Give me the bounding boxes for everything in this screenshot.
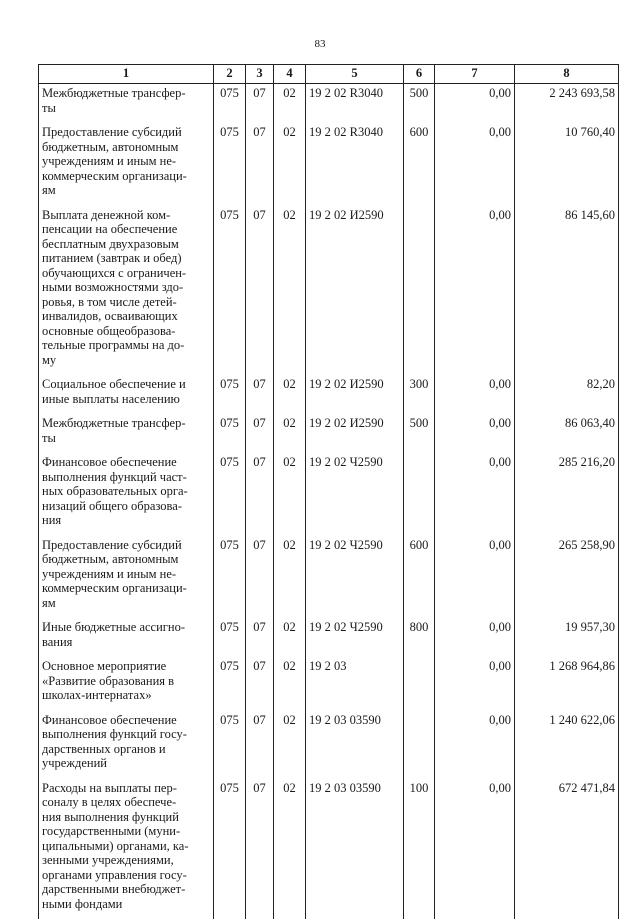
expense-type-cell: 100 (404, 779, 435, 919)
ministry-code-cell: 075 (214, 206, 246, 376)
section-code-cell: 07 (246, 414, 274, 453)
column-header: 4 (274, 65, 306, 84)
amount-total-cell: 1 268 964,86 (515, 657, 619, 711)
expense-name-cell: Предоставление субсидий бюджетным, автономным учреждениям и иным не- коммерческим организаци- ям (39, 123, 214, 206)
page-number: 83 (0, 38, 640, 50)
amount-total-cell: 2 243 693,58 (515, 84, 619, 124)
subsection-code-cell: 02 (274, 618, 306, 657)
amount-cell: 0,00 (435, 206, 515, 376)
table-body (39, 84, 619, 919)
expense-type-cell (404, 711, 435, 779)
subsection-code-cell: 02 (274, 123, 306, 206)
table-row (39, 453, 619, 536)
expense-type-cell: 500 (404, 84, 435, 124)
table-row (39, 536, 619, 619)
amount-cell: 0,00 (435, 618, 515, 657)
budget-table (38, 64, 619, 919)
expense-name-cell: Предоставление субсидий бюджетным, автономным учреждениям и иным не- коммерческим организаци- ям (39, 536, 214, 619)
amount-cell: 0,00 (435, 375, 515, 414)
subsection-code-cell: 02 (274, 375, 306, 414)
amount-total-cell: 285 216,20 (515, 453, 619, 536)
expense-name-cell: Межбюджетные трансфер- ты (39, 414, 214, 453)
expense-type-cell (404, 453, 435, 536)
section-code-cell: 07 (246, 536, 274, 619)
expense-name-cell: Финансовое обеспечение выполнения функций госу- дарственных органов и учреждений (39, 711, 214, 779)
amount-cell: 0,00 (435, 414, 515, 453)
subsection-code-cell: 02 (274, 536, 306, 619)
target-article-cell: 19 2 02 Ч2590 (306, 453, 404, 536)
target-article-cell: 19 2 03 03590 (306, 779, 404, 919)
column-header: 5 (306, 65, 404, 84)
section-code-cell: 07 (246, 123, 274, 206)
expense-type-cell: 600 (404, 536, 435, 619)
amount-cell: 0,00 (435, 453, 515, 536)
target-article-cell: 19 2 02 И2590 (306, 206, 404, 376)
ministry-code-cell: 075 (214, 711, 246, 779)
ministry-code-cell: 075 (214, 375, 246, 414)
subsection-code-cell: 02 (274, 84, 306, 124)
table-row (39, 711, 619, 779)
amount-total-cell: 1 240 622,06 (515, 711, 619, 779)
amount-total-cell: 672 471,84 (515, 779, 619, 919)
target-article-cell: 19 2 02 R3040 (306, 84, 404, 124)
expense-type-cell: 600 (404, 123, 435, 206)
expense-name-cell: Финансовое обеспечение выполнения функций част- ных образовательных орга- низаций общего образова- ния (39, 453, 214, 536)
expense-type-cell (404, 657, 435, 711)
subsection-code-cell: 02 (274, 711, 306, 779)
amount-total-cell: 265 258,90 (515, 536, 619, 619)
amount-cell: 0,00 (435, 84, 515, 124)
amount-total-cell: 86 063,40 (515, 414, 619, 453)
ministry-code-cell: 075 (214, 657, 246, 711)
table-row (39, 84, 619, 124)
column-header: 3 (246, 65, 274, 84)
header-row (39, 65, 619, 84)
expense-name-cell: Иные бюджетные ассигно- вания (39, 618, 214, 657)
column-header: 8 (515, 65, 619, 84)
expense-type-cell: 300 (404, 375, 435, 414)
target-article-cell: 19 2 02 R3040 (306, 123, 404, 206)
table-row (39, 657, 619, 711)
table-row (39, 618, 619, 657)
target-article-cell: 19 2 02 И2590 (306, 375, 404, 414)
expense-name-cell: Расходы на выплаты пер- соналу в целях обеспече- ния выполнения функций государственными (муни- ципальными) органами, ка- зенными учреждениями, органами управления госу- дарственными внебюджет- ными фондами (39, 779, 214, 919)
expense-type-cell: 800 (404, 618, 435, 657)
table-row (39, 779, 619, 919)
table-row (39, 206, 619, 376)
target-article-cell: 19 2 02 И2590 (306, 414, 404, 453)
amount-total-cell: 10 760,40 (515, 123, 619, 206)
section-code-cell: 07 (246, 84, 274, 124)
target-article-cell: 19 2 03 03590 (306, 711, 404, 779)
amount-cell: 0,00 (435, 711, 515, 779)
target-article-cell: 19 2 03 (306, 657, 404, 711)
target-article-cell: 19 2 02 Ч2590 (306, 618, 404, 657)
amount-total-cell: 86 145,60 (515, 206, 619, 376)
ministry-code-cell: 075 (214, 536, 246, 619)
subsection-code-cell: 02 (274, 779, 306, 919)
ministry-code-cell: 075 (214, 779, 246, 919)
ministry-code-cell: 075 (214, 618, 246, 657)
amount-cell: 0,00 (435, 123, 515, 206)
amount-total-cell: 19 957,30 (515, 618, 619, 657)
amount-cell: 0,00 (435, 779, 515, 919)
column-header: 1 (39, 65, 214, 84)
subsection-code-cell: 02 (274, 414, 306, 453)
section-code-cell: 07 (246, 206, 274, 376)
table-row (39, 123, 619, 206)
subsection-code-cell: 02 (274, 657, 306, 711)
amount-cell: 0,00 (435, 536, 515, 619)
expense-name-cell: Социальное обеспечение и иные выплаты населению (39, 375, 214, 414)
expense-name-cell: Межбюджетные трансфер- ты (39, 84, 214, 124)
section-code-cell: 07 (246, 453, 274, 536)
subsection-code-cell: 02 (274, 206, 306, 376)
column-header: 7 (435, 65, 515, 84)
ministry-code-cell: 075 (214, 84, 246, 124)
subsection-code-cell: 02 (274, 453, 306, 536)
expense-type-cell (404, 206, 435, 376)
ministry-code-cell: 075 (214, 123, 246, 206)
ministry-code-cell: 075 (214, 453, 246, 536)
ministry-code-cell: 075 (214, 414, 246, 453)
table-row (39, 414, 619, 453)
expense-type-cell: 500 (404, 414, 435, 453)
section-code-cell: 07 (246, 711, 274, 779)
section-code-cell: 07 (246, 779, 274, 919)
section-code-cell: 07 (246, 618, 274, 657)
expense-name-cell: Основное мероприятие «Развитие образования в школах-интернатах» (39, 657, 214, 711)
section-code-cell: 07 (246, 657, 274, 711)
target-article-cell: 19 2 02 Ч2590 (306, 536, 404, 619)
expense-name-cell: Выплата денежной ком- пенсации на обеспечение бесплатным двухразовым питанием (завтрак и обед) обучающихся с ограничен- ными возможностями здо- ровья, в том числе детей- инвалидов, осваивающих основные общеобразова- тельные программы на до- му (39, 206, 214, 376)
column-header: 6 (404, 65, 435, 84)
amount-cell: 0,00 (435, 657, 515, 711)
table-row (39, 375, 619, 414)
section-code-cell: 07 (246, 375, 274, 414)
column-header: 2 (214, 65, 246, 84)
amount-total-cell: 82,20 (515, 375, 619, 414)
